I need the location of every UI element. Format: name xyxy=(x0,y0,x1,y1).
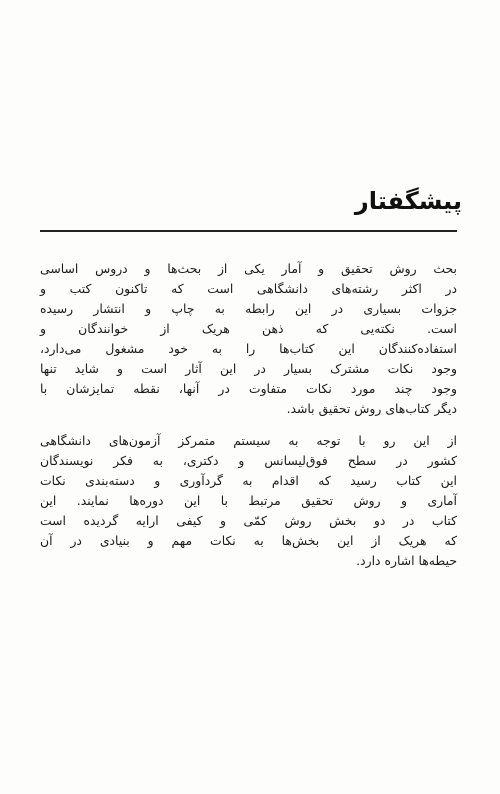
text-line: در اکثر رشته‌های دانشگاهی است که تاکنون کتب و xyxy=(40,281,457,296)
paragraph-2 xyxy=(40,431,457,571)
body-text xyxy=(40,259,457,571)
text-line: از این رو با توجه به سیستم متمرکز آزمون‌های دانشگاهی xyxy=(40,433,457,448)
paragraph-1 xyxy=(40,259,457,419)
text-line: کتاب در دو بخش روش کمّی و کیفی ارایه گردیده است xyxy=(40,513,457,528)
text-line: وجود نکات مشترک بسیار در این آثار است و شاید تنها xyxy=(40,361,457,376)
text-line: است. نکته‌یی که ذهن هریک از خوانندگان و xyxy=(40,321,457,336)
chapter-heading: پیشگفتار xyxy=(354,187,462,215)
text-line: آماری و روش تحقیق مرتبط با این دوره‌ها نمایند. این xyxy=(40,493,457,508)
text-line: استفاده‌کنندگان این کتاب‌ها را به خود مشغول می‌دارد، xyxy=(40,341,457,356)
text-line: کشور در سطح فوق‌لیسانس و دکتری، به فکر نویسندگان xyxy=(40,453,457,468)
text-line: حیطه‌ها اشاره دارد. xyxy=(356,553,457,568)
heading-underline xyxy=(40,230,457,232)
text-line: دیگر کتاب‌های روش تحقیق باشد. xyxy=(286,401,457,416)
text-line: بحث روش تحقیق و آمار یکی از بحث‌ها و دروس اساسی xyxy=(40,261,457,276)
text-line: وجود چند مورد نکات متفاوت در آنها، نقطه تمایزشان با xyxy=(40,381,457,396)
text-line: این کتاب رسید که اقدام به گردآوری و دسته‌بندی نکات xyxy=(40,473,457,488)
text-line: که هریک از این بخش‌ها به نکات مهم و بنیادی در آن xyxy=(40,533,457,548)
text-line: جزوات بسیاری در این رابطه به چاپ و انتشار رسیده xyxy=(40,301,457,316)
